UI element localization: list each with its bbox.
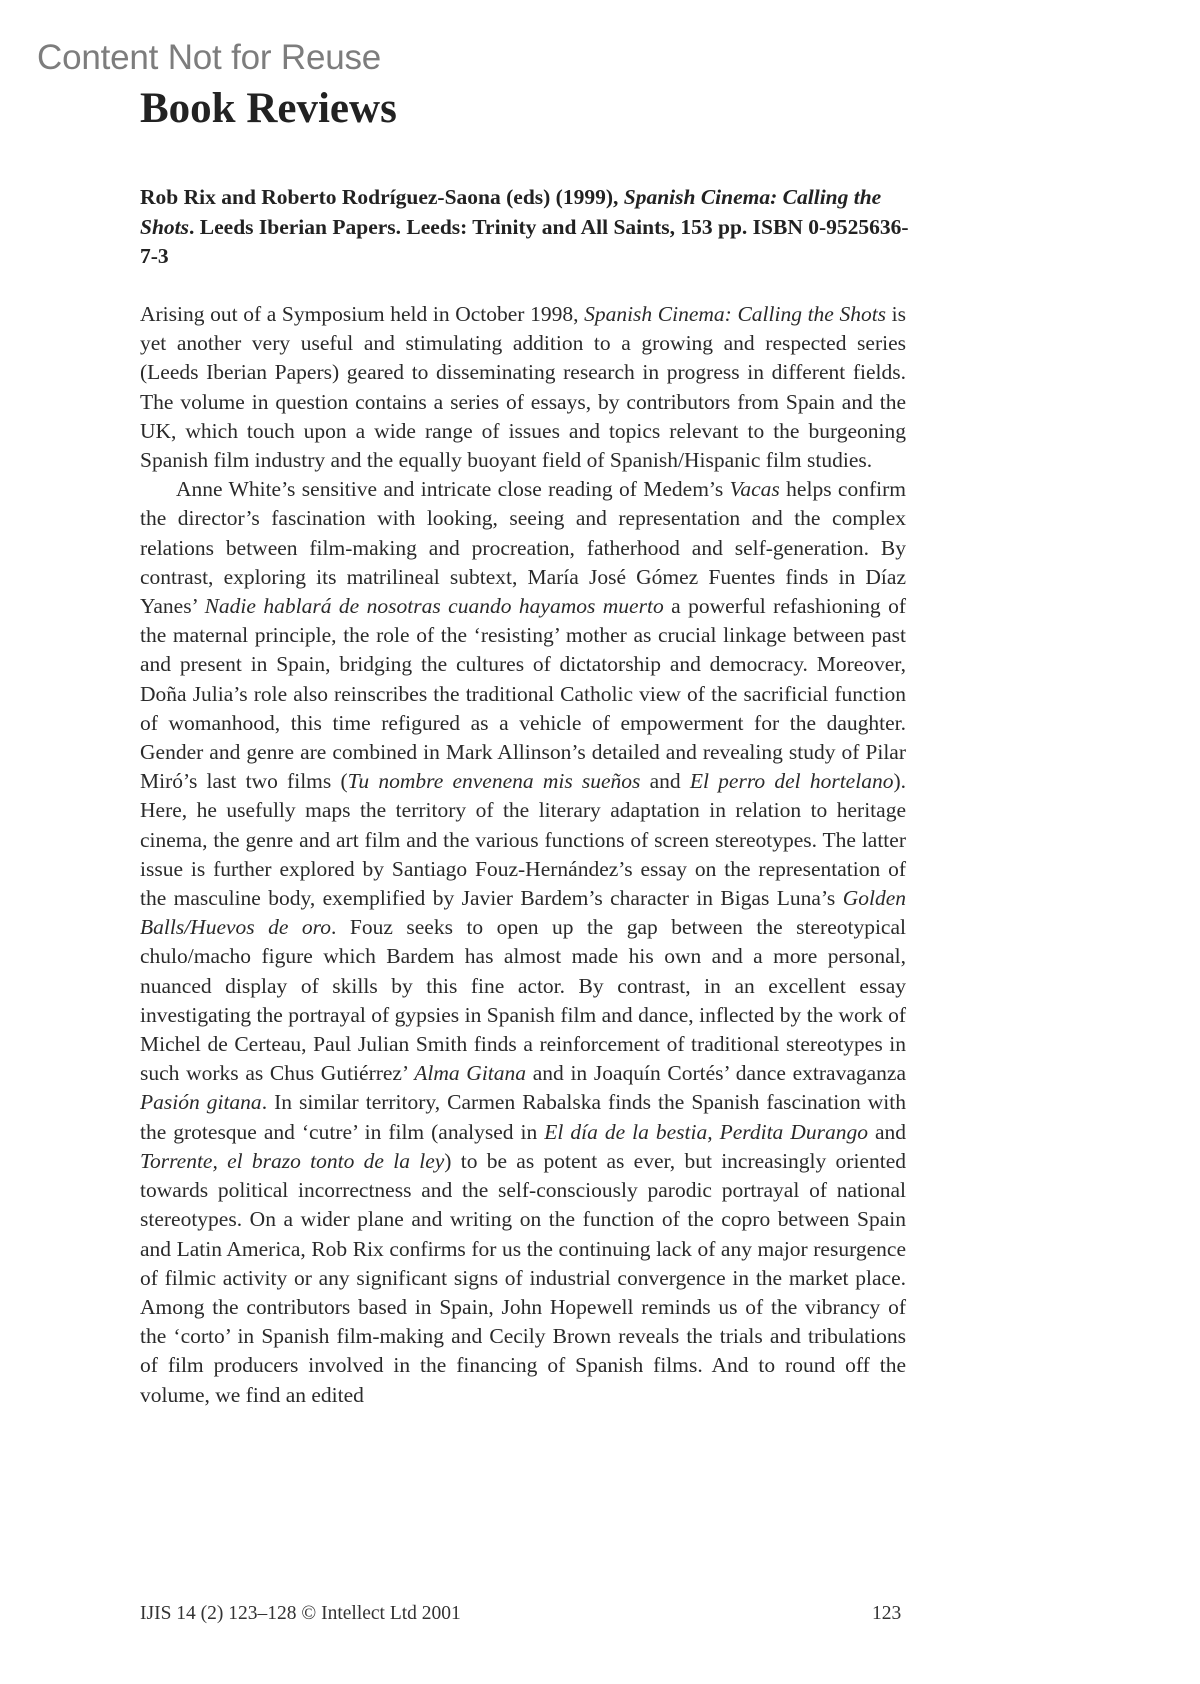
citation-authors: Rob Rix and Roberto Rodríguez-Saona (eds) (1999),: [140, 185, 624, 209]
page-number: 123: [872, 1603, 902, 1624]
text-run: ) to be as potent as ever, but increasingly oriented towards political incorrectness and the self-consciously parodic portrayal of national stereotypes. On a wider plane and writing on the function of the copro between Spain and Latin America, Rob Rix confirms for us the continuing lack of any major resurgence of filmic activity or any significant signs of industrial convergence in the market place. Among the contributors based in Spain, John Hopewell reminds us of the vibrancy of the ‘corto’ in Spanish film-making and Cecily Brown reveals the trials and tribulations of film producers involved in the financing of Spanish films. And to round off the volume, we find an edited: [140, 1148, 906, 1407]
text-run: . In similar territory, Carmen Rabalska finds the Spanish fascination with the grotesque and ‘cutre’ in film (analysed in: [140, 1090, 906, 1144]
text-run: is yet another very useful and stimulating addition to a growing and respected series (Leeds Iberian Papers) geared to disseminating research in progress in different fields. The volume in question contains a series of essays, by contributors from Spain and the UK, which touch upon a wide range of issues and topics relevant to the burgeoning Spanish film industry and the equally buoyant field of Spanish/Hispanic film studies.: [140, 302, 907, 473]
italic-title: Vacas: [729, 477, 780, 502]
text-run: and in Joaquín Cortés’ dance extravaganza: [526, 1061, 906, 1086]
italic-title: Spanish Cinema: Calling the Shots: [584, 302, 887, 326]
section-title: Book Reviews: [140, 85, 397, 132]
text-run: and: [867, 1119, 906, 1144]
italic-title: Nadie hablará de nosotras cuando hayamos muerto: [204, 594, 664, 619]
citation-publication-details: . Leeds Iberian Papers. Leeds: Trinity and All Saints, 153 pp. ISBN 0-9525636-7-3: [140, 214, 909, 268]
text-run: . Fouz seeks to open up the gap between the stereotypical chulo/macho figure which Bardem has almost made his own and a more personal, nuanced display of skills by this fine actor. By contrast, in an excellent essay investigating the portrayal of gypsies in Spanish film and dance, inflected by the work of Michel de Certeau, Paul Julian Smith finds a reinforcement of traditional stereotypes in such works as Chus Gutiérrez’: [140, 915, 906, 1086]
text-run: Anne White’s sensitive and intricate close reading of Medem’s: [176, 477, 730, 502]
paragraph-2: [140, 475, 906, 1410]
italic-title: Alma Gitana: [414, 1061, 527, 1086]
italic-title: El perro del hortelano: [689, 769, 894, 794]
text-run: and: [640, 769, 690, 794]
text-run: Arising out of a Symposium held in October 1998,: [140, 302, 585, 326]
italic-title: Golden Balls/Huevos de oro: [140, 886, 906, 940]
text-run: a powerful refashioning of the maternal principle, the role of the ‘resisting’ mother as crucial linkage between past and present in Spain, bridging the cultures of dictatorship and democracy. Moreover, Doña Julia’s role also reinscribes the traditional Catholic view of the sacrificial function of womanhood, this time refigured as a vehicle of empowerment for the daughter. Gender and genre are combined in Mark Allinson’s detailed and revealing study of Pilar Miró’s last two films (: [140, 594, 906, 794]
italic-title: El día de la bestia, Perdita Durango: [544, 1119, 868, 1144]
citation-book-title: Spanish Cinema: Calling the Shots: [140, 185, 882, 239]
review-body: [140, 300, 906, 1410]
italic-title: Torrente, el brazo tonto de la ley: [140, 1148, 445, 1173]
italic-title: Tu nombre envenena mis sueños: [347, 769, 641, 794]
text-run: ). Here, he usefully maps the territory of the literary adaptation in relation to heritage cinema, the genre and art film and the various functions of screen stereotypes. The latter issue is further explored by Santiago Fouz-Hernández’s essay on the representation of the masculine body, exemplified by Javier Bardem’s character in Bigas Luna’s: [140, 769, 906, 911]
watermark: Content Not for Reuse: [37, 38, 382, 77]
italic-title: Pasión gitana: [140, 1090, 262, 1115]
review-citation: [140, 183, 910, 272]
journal-footer: IJIS 14 (2) 123–128 © Intellect Ltd 2001: [140, 1603, 461, 1624]
text-run: helps confirm the director’s fascination with looking, seeing and representation and the complex relations between film-making and procreation, fatherhood and self-generation. By contrast, exploring its matrilineal subtext, María José Gómez Fuentes finds in Díaz Yanes’: [140, 477, 906, 619]
paragraph-1: [140, 300, 906, 475]
